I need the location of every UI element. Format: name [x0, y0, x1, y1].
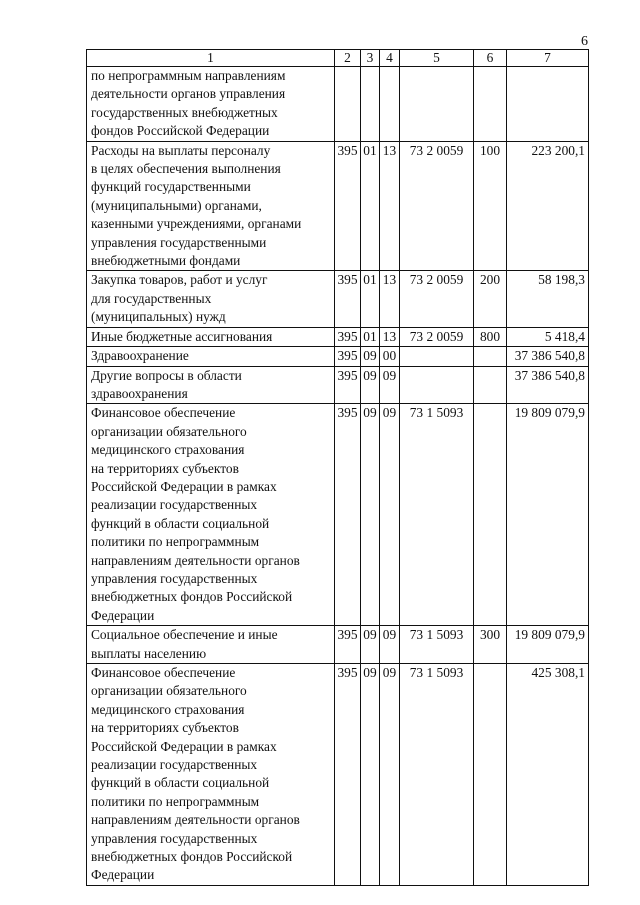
target-article-cell	[400, 347, 474, 366]
expense-name-cell: Финансовое обеспечение организации обязательного медицинского страхования на территориях субъектов Российской Федерации в рамках реализации государственных функций в области социальной политики по непрограммным направлениям деятельности органов управления государственных внебюджетных фондов Российской Федерации	[87, 404, 335, 626]
amount-cell	[507, 67, 589, 142]
amount-cell: 5 418,4	[507, 327, 589, 346]
ministry-code-cell: 395	[335, 327, 361, 346]
target-article-cell	[400, 366, 474, 404]
target-article-cell: 73 2 0059	[400, 327, 474, 346]
amount-cell: 425 308,1	[507, 664, 589, 886]
header-cell-4: 4	[380, 50, 400, 67]
table-header	[87, 50, 589, 67]
section-code-cell: 01	[361, 141, 380, 271]
ministry-code-cell: 395	[335, 626, 361, 664]
ministry-code-cell: 395	[335, 271, 361, 327]
header-cell-7: 7	[507, 50, 589, 67]
target-article-cell	[400, 67, 474, 142]
section-code-cell	[361, 67, 380, 142]
subsection-code-cell: 13	[380, 271, 400, 327]
target-article-cell: 73 1 5093	[400, 664, 474, 886]
table-row	[87, 404, 589, 626]
expense-type-cell	[474, 404, 507, 626]
header-cell-5: 5	[400, 50, 474, 67]
amount-cell: 37 386 540,8	[507, 347, 589, 366]
target-article-cell: 73 2 0059	[400, 141, 474, 271]
table-row	[87, 141, 589, 271]
subsection-code-cell: 00	[380, 347, 400, 366]
expense-type-cell: 200	[474, 271, 507, 327]
target-article-cell: 73 1 5093	[400, 626, 474, 664]
header-row	[87, 50, 589, 67]
subsection-code-cell: 09	[380, 366, 400, 404]
section-code-cell: 09	[361, 664, 380, 886]
subsection-code-cell	[380, 67, 400, 142]
expense-type-cell: 100	[474, 141, 507, 271]
expense-name-cell: Финансовое обеспечение организации обязательного медицинского страхования на территориях субъектов Российской Федерации в рамках реализации государственных функций в области социальной политики по непрограммным направлениям деятельности органов управления государственных внебюджетных фондов Российской Федерации	[87, 664, 335, 886]
expense-type-cell	[474, 664, 507, 886]
amount-cell: 58 198,3	[507, 271, 589, 327]
ministry-code-cell: 395	[335, 347, 361, 366]
expense-name-cell: по непрограммным направлениям деятельности органов управления государственных внебюджетных фондов Российской Федерации	[87, 67, 335, 142]
ministry-code-cell: 395	[335, 404, 361, 626]
subsection-code-cell: 09	[380, 626, 400, 664]
expense-type-cell	[474, 67, 507, 142]
subsection-code-cell: 13	[380, 327, 400, 346]
expense-type-cell: 300	[474, 626, 507, 664]
table-row	[87, 347, 589, 366]
subsection-code-cell: 09	[380, 664, 400, 886]
subsection-code-cell: 13	[380, 141, 400, 271]
table-row	[87, 327, 589, 346]
ministry-code-cell	[335, 67, 361, 142]
amount-cell: 19 809 079,9	[507, 404, 589, 626]
header-cell-3: 3	[361, 50, 380, 67]
table-row	[87, 67, 589, 142]
expense-name-cell: Здравоохранение	[87, 347, 335, 366]
target-article-cell: 73 2 0059	[400, 271, 474, 327]
amount-cell: 19 809 079,9	[507, 626, 589, 664]
expense-name-cell: Социальное обеспечение и иные выплаты населению	[87, 626, 335, 664]
section-code-cell: 09	[361, 626, 380, 664]
section-code-cell: 09	[361, 347, 380, 366]
header-cell-2: 2	[335, 50, 361, 67]
header-cell-1: 1	[87, 50, 335, 67]
expense-name-cell: Иные бюджетные ассигнования	[87, 327, 335, 346]
ministry-code-cell: 395	[335, 664, 361, 886]
expense-name-cell: Закупка товаров, работ и услуг для государственных (муниципальных) нужд	[87, 271, 335, 327]
expense-type-cell: 800	[474, 327, 507, 346]
target-article-cell: 73 1 5093	[400, 404, 474, 626]
ministry-code-cell: 395	[335, 366, 361, 404]
amount-cell: 37 386 540,8	[507, 366, 589, 404]
page-number: 6	[581, 34, 588, 49]
section-code-cell: 01	[361, 327, 380, 346]
table-row	[87, 626, 589, 664]
header-cell-6: 6	[474, 50, 507, 67]
ministry-code-cell: 395	[335, 141, 361, 271]
table-body	[87, 67, 589, 886]
expense-name-cell: Расходы на выплаты персоналу в целях обеспечения выполнения функций государственными (муниципальными) органами, казенными учреждениями, органами управления государственными внебюджетными фондами	[87, 141, 335, 271]
subsection-code-cell: 09	[380, 404, 400, 626]
expense-type-cell	[474, 347, 507, 366]
expense-type-cell	[474, 366, 507, 404]
table-row	[87, 271, 589, 327]
section-code-cell: 09	[361, 366, 380, 404]
amount-cell: 223 200,1	[507, 141, 589, 271]
section-code-cell: 09	[361, 404, 380, 626]
section-code-cell: 01	[361, 271, 380, 327]
table-row	[87, 664, 589, 886]
table-row	[87, 366, 589, 404]
expense-name-cell: Другие вопросы в области здравоохранения	[87, 366, 335, 404]
budget-table	[86, 49, 589, 886]
